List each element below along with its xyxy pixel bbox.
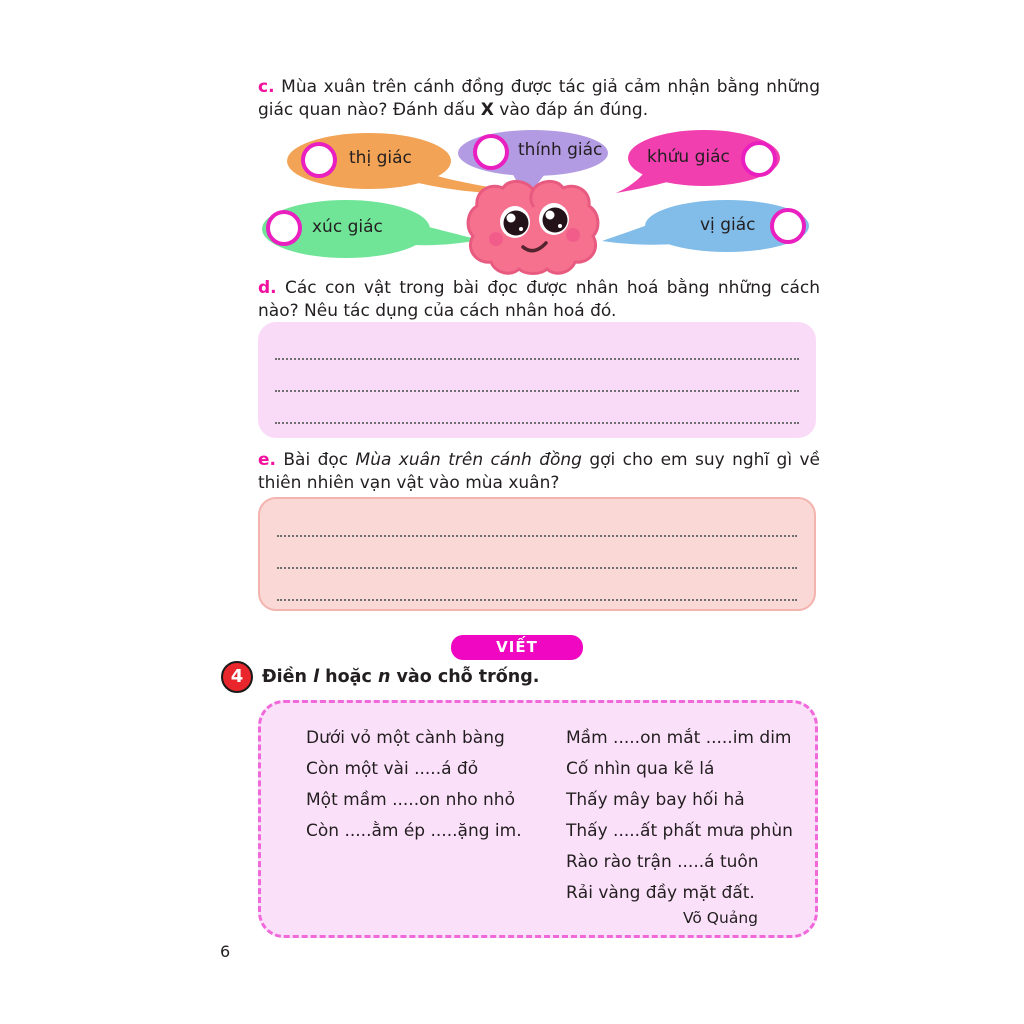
poem-line: Dưới vỏ một cành bàng: [306, 728, 505, 748]
poem-line-blank[interactable]: Một mầm .....on nho nhỏ: [306, 790, 515, 810]
question-c: [258, 76, 820, 122]
question-e-text: Bài đọc: [276, 450, 356, 470]
poem-line-blank[interactable]: Còn .....ằm ép .....ặng im.: [306, 821, 522, 841]
sense-label: thính giác: [518, 140, 603, 160]
checkbox-khuu-giac[interactable]: [741, 141, 777, 177]
question-4-t3: vào chỗ trống.: [390, 667, 540, 687]
answer-line[interactable]: [277, 567, 797, 569]
checkbox-thinh-giac[interactable]: [473, 134, 509, 170]
sense-bubble-khuu-giac: [615, 130, 780, 196]
section-viet-badge: VIẾT: [451, 635, 583, 660]
answer-line[interactable]: [275, 422, 799, 424]
checkbox-xuc-giac[interactable]: [266, 210, 302, 246]
question-d-letter: d.: [258, 278, 277, 298]
poem-line-blank[interactable]: Mầm .....on mắt .....im dim: [566, 728, 792, 748]
poem-line: Thấy mây bay hối hả: [566, 790, 745, 810]
checkbox-vi-giac[interactable]: [770, 208, 806, 244]
question-c-text: Mùa xuân trên cánh đồng được tác giả cảm nhận bằng những giác quan nào? Đánh dấu: [258, 77, 820, 120]
answer-box-e[interactable]: [258, 497, 816, 611]
poem-left-column: [306, 723, 522, 847]
question-e-text-end: gợi cho em suy nghĩ gì về thiên nhiên vạn vật vào mùa xuân?: [258, 450, 820, 493]
question-c-bold-x: X: [480, 100, 494, 120]
sense-bubble-vi-giac: [600, 200, 810, 255]
poem-right-column: [566, 723, 793, 909]
sense-label: thị giác: [349, 148, 412, 168]
sense-label: khứu giác: [647, 147, 730, 167]
answer-box-d[interactable]: [258, 322, 816, 438]
question-e-letter: e.: [258, 450, 276, 470]
page-number: 6: [220, 942, 231, 961]
question-4-t2: hoặc: [319, 667, 378, 687]
poem-box: [258, 700, 818, 938]
question-4-t1: Điền: [262, 667, 314, 687]
poem-line-blank[interactable]: Thấy .....ất phất mưa phùn: [566, 821, 793, 841]
question-4-text: [262, 667, 539, 687]
question-c-text-end: vào đáp án đúng.: [493, 100, 649, 120]
poem-line-blank[interactable]: Rào rào trận .....á tuôn: [566, 852, 759, 872]
brain-mascot: [463, 176, 603, 276]
question-4-letter-n: n: [377, 667, 391, 687]
answer-line[interactable]: [275, 390, 799, 392]
brain-icon: [463, 176, 603, 276]
sense-label: xúc giác: [312, 217, 383, 237]
sense-label: vị giác: [700, 215, 756, 235]
answer-line[interactable]: [277, 535, 797, 537]
checkbox-thi-giac[interactable]: [301, 142, 337, 178]
poem-line-blank[interactable]: Còn một vài .....á đỏ: [306, 759, 479, 779]
question-e-title: Mùa xuân trên cánh đồng: [355, 450, 582, 470]
answer-line[interactable]: [275, 358, 799, 360]
question-4-letter-l: l: [313, 667, 320, 687]
question-d: [258, 277, 820, 323]
answer-line[interactable]: [277, 599, 797, 601]
poem-author: Võ Quảng: [683, 909, 758, 927]
poem-line: Cố nhìn qua kẽ lá: [566, 759, 715, 779]
sense-bubble-xuc-giac: [262, 200, 482, 258]
question-e: [258, 449, 820, 495]
question-d-text: Các con vật trong bài đọc được nhân hoá bằng những cách nào? Nêu tác dụng của cách nhân hoá đó.: [258, 278, 820, 321]
question-c-letter: c.: [258, 77, 275, 97]
question-4-number-badge: 4: [221, 661, 253, 693]
poem-line: Rải vàng đầy mặt đất.: [566, 883, 755, 903]
